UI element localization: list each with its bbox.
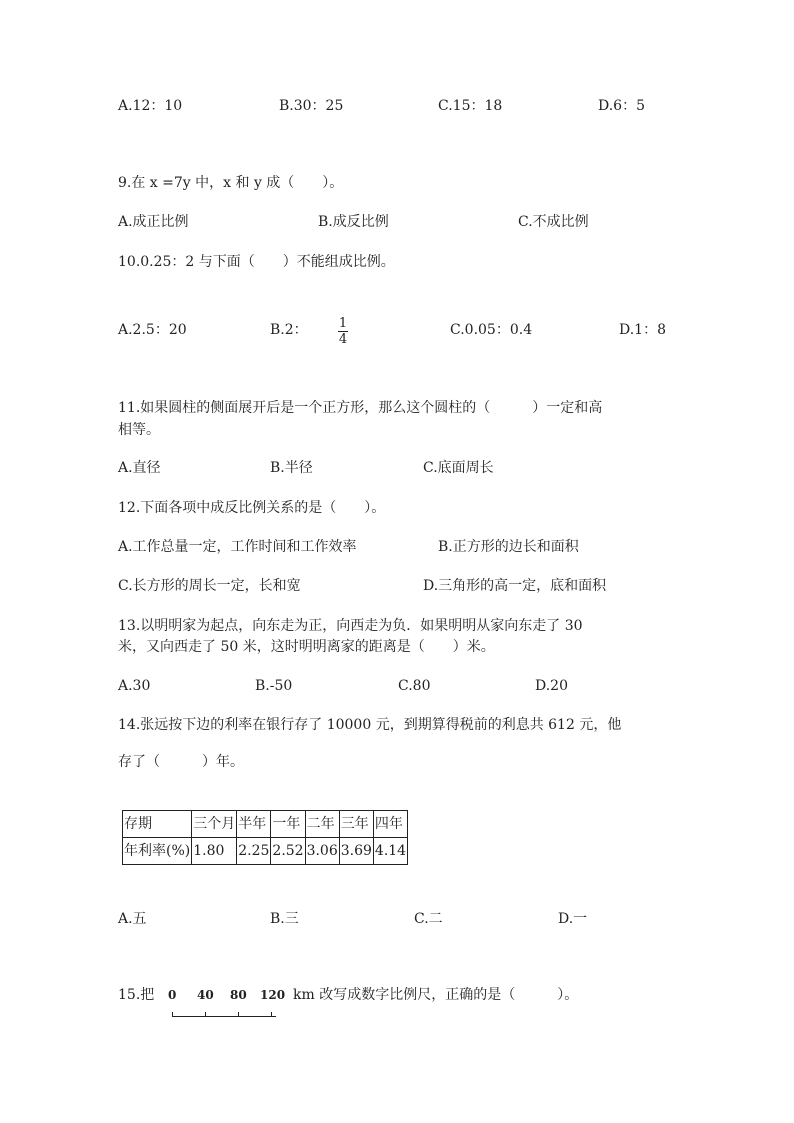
q8-option-b[interactable]: B.30：25	[279, 98, 344, 114]
q15-stem-prefix: 15.把	[118, 987, 155, 1003]
q9-option-c[interactable]: C.不成比例	[518, 214, 589, 230]
q10-option-b[interactable]: B.2：	[270, 322, 308, 338]
scale-label: 80	[230, 988, 247, 1002]
q13-option-d[interactable]: D.20	[535, 678, 568, 694]
q11-stem-line1: 11.如果圆柱的侧面展开后是一个正方形，那么这个圆柱的（ ）一定和高	[118, 400, 603, 416]
scale-label: 0	[168, 988, 177, 1002]
q11-stem-line2: 相等。	[118, 422, 160, 438]
fraction-numerator: 1	[338, 316, 348, 331]
q13-stem-line1: 13.以明明家为起点，向东走为正，向西走为负．如果明明从家向东走了 30	[118, 618, 583, 634]
q10-stem: 10.0.25：2 与下面（ ）不能组成比例。	[118, 254, 395, 270]
table-cell: 3.06	[305, 838, 339, 865]
q11-option-b[interactable]: B.半径	[270, 460, 313, 476]
table-cell: 年利率(%)	[123, 838, 192, 865]
fraction-denominator: 4	[338, 332, 348, 347]
table-row	[123, 838, 408, 865]
q8-option-a[interactable]: A.12：10	[118, 98, 183, 114]
scale-tick	[271, 1012, 272, 1017]
line-scale-bar	[166, 988, 286, 1024]
q12-option-c[interactable]: C.长方形的周长一定，长和宽	[118, 578, 301, 594]
scale-tick	[238, 1012, 239, 1017]
table-cell: 1.80	[192, 838, 237, 865]
q13-option-a[interactable]: A.30	[118, 678, 151, 694]
scale-tick	[172, 1012, 173, 1017]
table-header-cell: 半年	[237, 811, 271, 838]
q14-option-a[interactable]: A.五	[118, 911, 147, 927]
q14-option-b[interactable]: B.三	[270, 911, 299, 927]
table-header-cell: 三年	[339, 811, 373, 838]
q13-option-c[interactable]: C.80	[398, 678, 431, 694]
q9-option-b[interactable]: B.成反比例	[318, 214, 389, 230]
interest-rate-table	[122, 810, 408, 865]
table-header-cell: 三个月	[192, 811, 237, 838]
q13-option-b[interactable]: B.-50	[255, 678, 293, 694]
q14-option-c[interactable]: C.二	[414, 911, 443, 927]
q12-option-a[interactable]: A.工作总量一定，工作时间和工作效率	[118, 539, 357, 555]
q10-option-a[interactable]: A.2.5：20	[118, 322, 187, 338]
q14-stem-line1: 14.张远按下边的利率在银行存了 10000 元，到期算得税前的利息共 612 元，他	[118, 717, 622, 733]
q14-stem-line2: 存了（ ）年。	[118, 754, 244, 770]
q12-option-b[interactable]: B.正方形的边长和面积	[438, 539, 579, 555]
scale-label: 40	[197, 988, 214, 1002]
q9-option-a[interactable]: A.成正比例	[118, 214, 189, 230]
q11-option-a[interactable]: A.直径	[118, 460, 161, 476]
q12-option-d[interactable]: D.三角形的高一定，底和面积	[423, 578, 607, 594]
q15-stem-suffix: km 改写成数字比例尺，正确的是（ ）。	[293, 987, 579, 1003]
table-header-cell: 二年	[305, 811, 339, 838]
q10-option-d[interactable]: D.1：8	[619, 322, 666, 338]
q8-option-d[interactable]: D.6：5	[598, 98, 645, 114]
q10-fraction	[337, 316, 349, 347]
table-header-cell: 一年	[271, 811, 305, 838]
table-cell: 2.52	[271, 838, 305, 865]
q13-stem-line2: 米，又向西走了 50 米，这时明明离家的距离是（ ）米。	[118, 639, 495, 655]
q12-stem: 12.下面各项中成反比例关系的是（ ）。	[118, 500, 386, 516]
q8-option-c[interactable]: C.15：18	[438, 98, 503, 114]
table-cell: 2.25	[237, 838, 271, 865]
scale-label: 120	[260, 988, 286, 1002]
scale-line	[172, 1016, 276, 1017]
table-cell: 3.69	[339, 838, 373, 865]
q10-option-c[interactable]: C.0.05：0.4	[450, 322, 533, 338]
q14-option-d[interactable]: D.一	[558, 911, 588, 927]
scale-tick	[205, 1012, 206, 1017]
table-header-cell: 四年	[373, 811, 407, 838]
q9-stem: 9.在 x =7y 中，x 和 y 成（ ）。	[118, 175, 344, 191]
table-row	[123, 811, 408, 838]
q11-option-c[interactable]: C.底面周长	[423, 460, 494, 476]
table-cell: 4.14	[373, 838, 407, 865]
table-header-cell: 存期	[123, 811, 192, 838]
